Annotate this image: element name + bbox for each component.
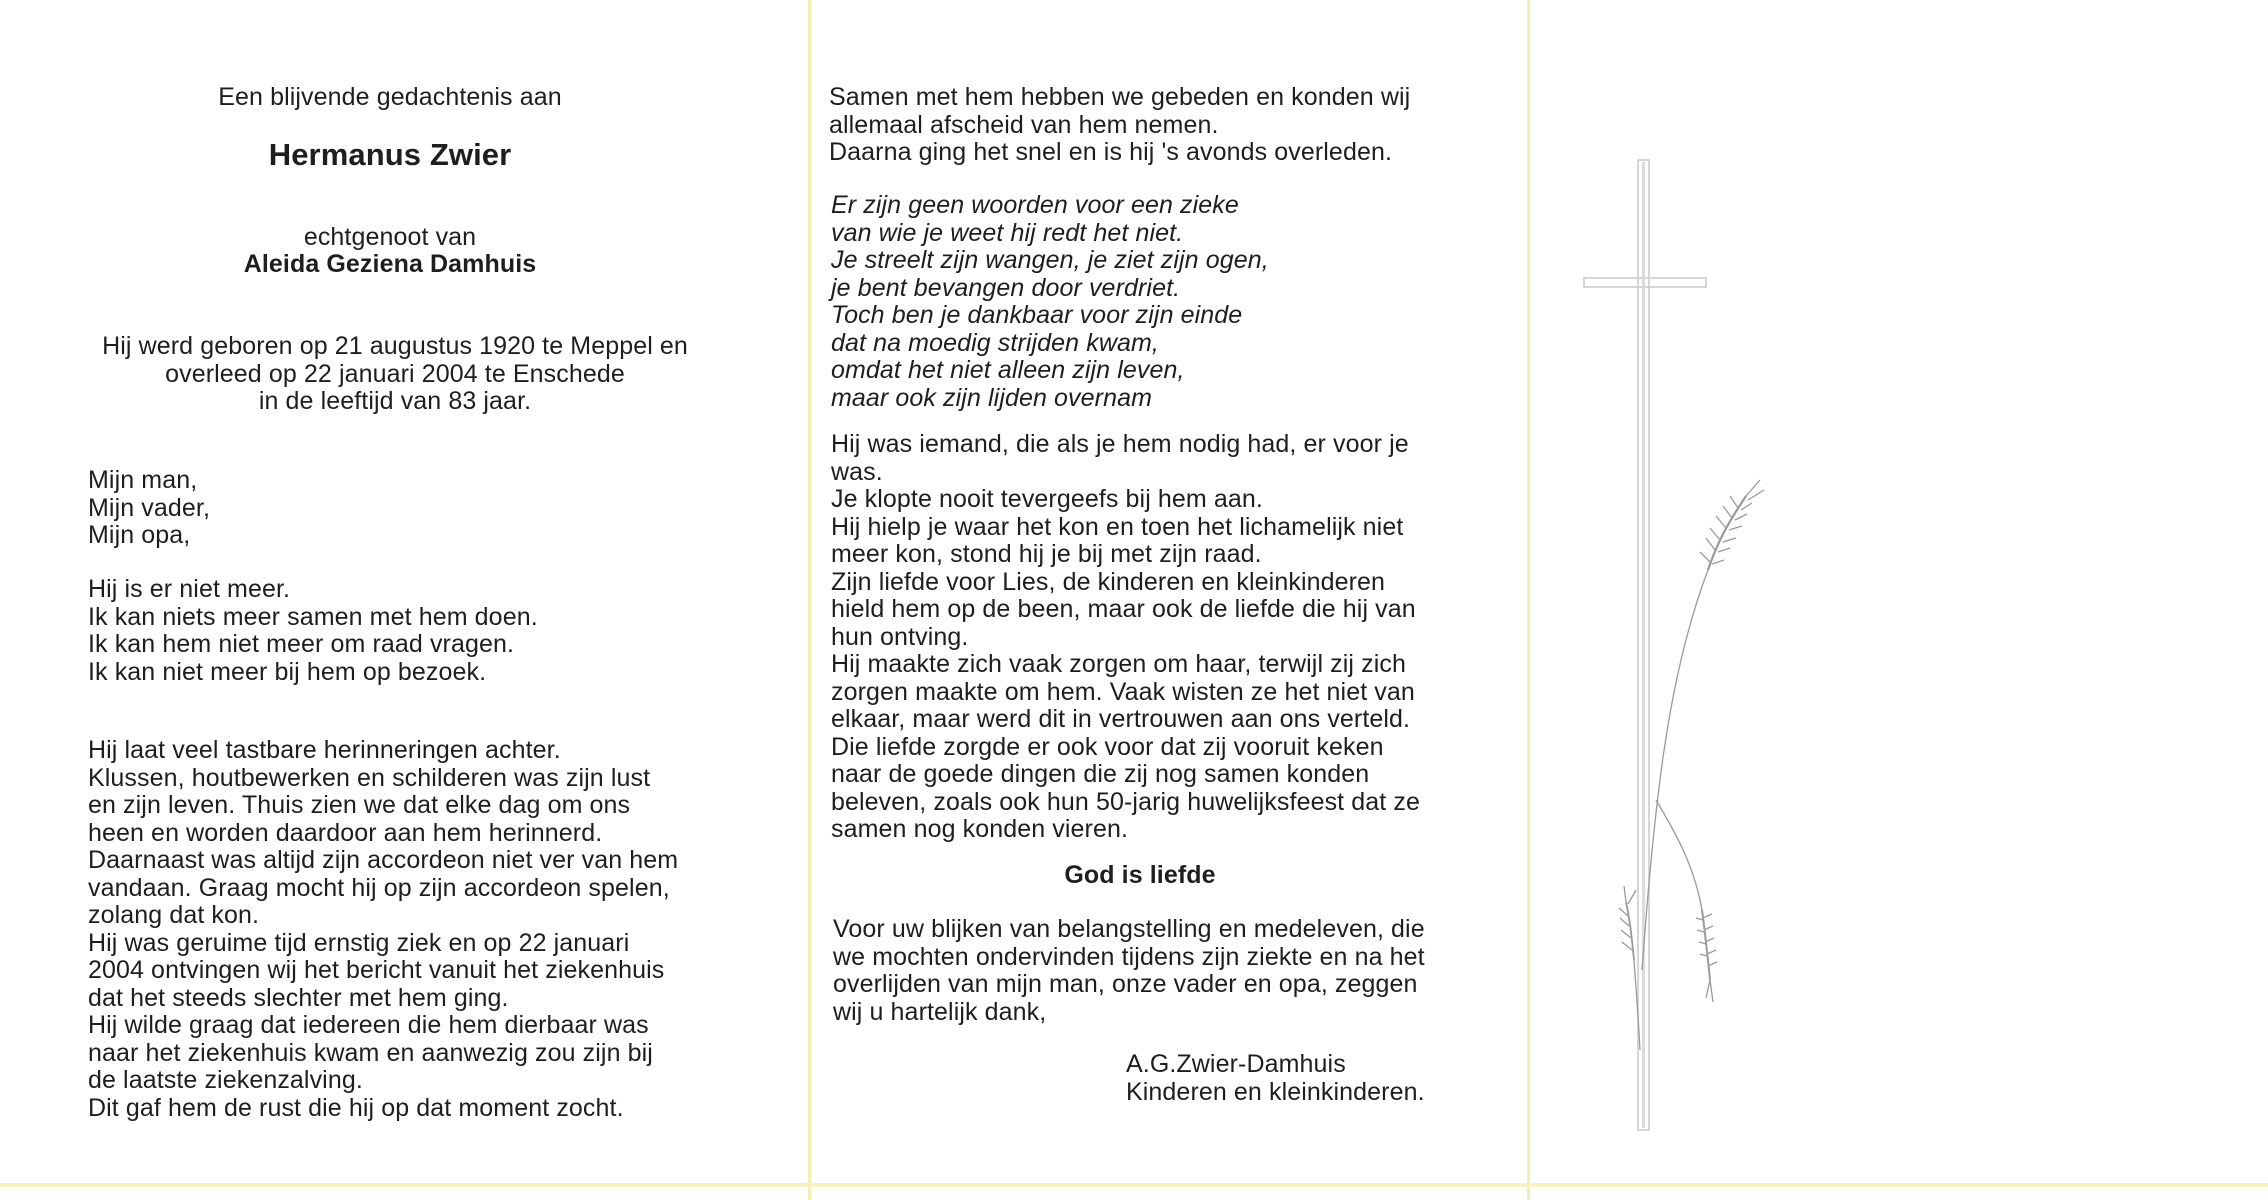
loss-lines: Hij is er niet meer. Ik kan niets meer samen met hem doen. Ik kan hem niet meer om raad vragen. Ik kan niet meer bij hem op bezoek. (88, 575, 538, 686)
farewell-paragraph: Samen met hem hebben we gebeden en konden wij allemaal afscheid van hem nemen. Daarna ging het snel en is hij 's avonds overleden. (829, 83, 1411, 166)
page-fold-line-2 (1527, 0, 1530, 1200)
memories-paragraph: Hij laat veel tastbare herinneringen achter. Klussen, houtbewerken en schilderen was zijn lust en zijn leven. Thuis zien we dat elke dag om ons heen en worden daardoor aan hem herinnerd. Daarnaast was altijd zijn accordeon niet ver van hem vandaan. Graag mocht hij op zijn accordeon spelen, zolang dat kon. Hij was geruime tijd ernstig ziek en op 22 januari 2004 ontvingen wij het bericht vanuit het ziekenhuis dat het steeds slechter met hem ging. Hij wilde graag dat iedereen die hem dierbaar was naar het ziekenhuis kwam en aanwezig zou zijn bij de laatste ziekenzalving. Dit gaf hem de rust die hij op dat moment zocht. (88, 736, 679, 1122)
birth-death-text: Hij werd geboren op 21 augustus 1920 te Meppel en overleed op 22 januari 2004 te Enschede in de leeftijd van 83 jaar. (102, 332, 688, 415)
cross-icon (1584, 160, 1706, 1130)
signature: A.G.Zwier-Damhuis Kinderen en kleinkinderen. (1126, 1050, 1425, 1106)
deceased-name: Hermanus Zwier (268, 137, 512, 172)
spouse-name: Aleida Geziena Damhuis (243, 250, 537, 278)
spouse-of-label: echtgenoot van (303, 223, 477, 251)
character-paragraph: Hij was iemand, die als je hem nodig had, er voor je was. Je klopte nooit tevergeefs bij hem aan. Hij hielp je waar het kon en toen het lichamelijk niet meer kon, stond hij je bij met zijn raad. Zijn liefde voor Lies, de kinderen en kleinkinderen hield hem op de been, maar ook de liefde die hij van hun ontving. Hij maakte zich vaak zorgen om haar, terwijl zij zich zorgen maakte om hem. Vaak wisten ze het niet van elkaar, maar werd dit in vertrouwen aan ons verteld. Die liefde zorgde er ook voor dat zij vooruit keken naar de goede dingen die zij nog samen konden beleven, zoals ook hun 50-jarig huwelijksfeest dat ze samen nog konden vieren. (831, 430, 1420, 843)
page-fold-line-1 (808, 0, 811, 1200)
poem: Er zijn geen woorden voor een zieke van wie je weet hij redt het niet. Je streelt zijn wangen, je ziet zijn ogen, je bent bevangen door verdriet. Toch ben je dankbaar voor zijn einde dat na moedig strijden kwam, omdat het niet alleen zijn leven, maar ook zijn lijden overnam (831, 191, 1269, 412)
page-bottom-edge (0, 1183, 2268, 1187)
wheat-stalks-icon (1619, 480, 1764, 1050)
thanks-paragraph: Voor uw blijken van belangstelling en medeleven, die we mochten ondervinden tijdens zijn ziekte en na het overlijden van mijn man, onze vader en opa, zeggen wij u hartelijk dank, (833, 915, 1425, 1026)
cross-with-wheat-icon (1560, 150, 1820, 1140)
memorial-intro: Een blijvende gedachtenis aan (218, 83, 562, 111)
closing-heading: God is liefde (1064, 861, 1216, 889)
address-lines: Mijn man, Mijn vader, Mijn opa, (88, 466, 210, 549)
